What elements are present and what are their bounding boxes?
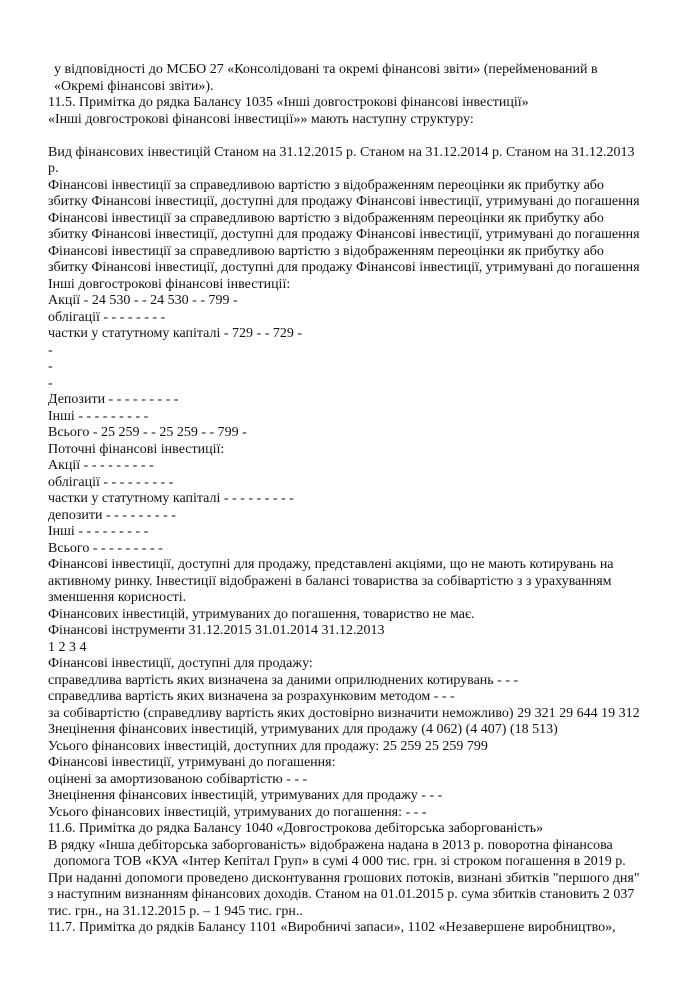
text-line: Депозити - - - - - - - - -	[48, 392, 179, 407]
text-line: Всього - 25 259 - - 25 259 - - 799 -	[48, 425, 247, 440]
text-line: допомога ТОВ «КУА «Інтер Кепітал Груп» в сумі 4 000 тис. грн. зі строком погашення в 2019 р.	[54, 854, 626, 869]
text-line: Фінансових інвестицій, утримуваних до погашення, товариство не має.	[48, 606, 475, 622]
text-line: «Інші довгострокові фінансові інвестиції»» мають наступну структуру:	[48, 111, 474, 127]
text-line: -	[48, 342, 53, 358]
text-line: збитку Фінансові інвестиції, доступні для продажу Фінансові інвестиції, утримувані до погашення	[48, 260, 640, 275]
text-line: Інші - - - - - - - - -	[48, 408, 149, 424]
text-line: справедлива вартість яких визначена за розрахунковим методом - - -	[48, 689, 455, 704]
text-line: депозити - - - - - - - - -	[48, 507, 176, 523]
text-line: Фінансові інвестиції за справедливою вартістю з відображенням переоцінки як прибутку або	[48, 210, 604, 226]
text-line: 11.5. Примітка до рядка Балансу 1035 «Інші довгострокові фінансові інвестиції»	[48, 95, 529, 110]
text-line: Поточні фінансові інвестиції:	[48, 441, 225, 457]
text-line: «Окремі фінансові звіти»).	[54, 78, 214, 94]
text-line: р.	[48, 161, 59, 176]
blank-line	[48, 128, 680, 145]
text-line: збитку Фінансові інвестиції, доступні для продажу Фінансові інвестиції, утримувані до погашення	[48, 227, 640, 242]
text-line: Всього - - - - - - - - -	[48, 540, 163, 556]
text-line: зменшення корисності.	[48, 590, 187, 605]
text-line: частки у статутному капіталі - 729 - - 729 -	[48, 326, 303, 341]
text-line: -	[48, 359, 53, 374]
text-line: Фінансові інвестиції за справедливою вартістю з відображенням переоцінки як прибутку або	[48, 243, 604, 259]
text-line: Акції - - - - - - - - -	[48, 458, 154, 473]
text-line: При наданні допомоги проведено дисконтування грошових потоків, визнані збитків "першого дня"	[48, 870, 640, 886]
text-line: Фінансові інвестиції, доступні для продажу, представлені акціями, що не мають котирувань на	[48, 557, 614, 572]
text-line: у відповідності до МСБО 27 «Консолідовані та окремі фінансові звіти» (перейменований в	[54, 62, 598, 77]
text-line: облігації - - - - - - - -	[48, 309, 166, 325]
text-line: 1 2 3 4	[48, 639, 87, 655]
text-line: Фінансові інвестиції за справедливою вартістю з відображенням переоцінки як прибутку або	[48, 177, 604, 193]
text-line: частки у статутному капіталі - - - - - - - - -	[48, 491, 294, 506]
text-line: Інші довгострокові фінансові інвестиції:	[48, 276, 291, 292]
text-line: Фінансові інвестиції, утримувані до погашення:	[48, 755, 336, 770]
text-line: збитку Фінансові інвестиції, доступні для продажу Фінансові інвестиції, утримувані до погашення	[48, 194, 640, 209]
text-line: за собівартістю (справедливу вартість яких достовірно визначити неможливо) 29 321 29 644 19 312	[48, 705, 640, 721]
text-line: Усього фінансових інвестицій, утримуваних до погашення: - - -	[48, 804, 427, 820]
text-line: 11.7. Примітка до рядків Балансу 1101 «Виробничі запаси», 1102 «Незавершене виробництво»,	[48, 920, 616, 935]
text-line: оцінені за амортизованою собівартістю - - -	[48, 771, 308, 787]
text-line: Фінансові інструменти 31.12.2015 31.01.2014 31.12.2013	[48, 623, 385, 638]
text-line: тис. грн., на 31.12.2015 р. – 1 945 тис. грн..	[48, 903, 303, 919]
text-line: Вид фінансових інвестицій Станом на 31.12.2015 р. Станом на 31.12.2014 р. Станом на 31.12.2013	[48, 144, 635, 160]
text-line: справедлива вартість яких визначена за даними оприлюднених котирувань - - -	[48, 672, 519, 688]
text-line: -	[48, 375, 53, 391]
text-line: Знецінення фінансових інвестицій, утримуваних для продажу - - -	[48, 788, 443, 803]
text-line: активному ринку. Інвестиції відображені в балансі товариства за собівартістю з з урахуванням	[48, 573, 612, 589]
text-line: Інші - - - - - - - - -	[48, 524, 149, 539]
text-line: В рядку «Інша дебіторська заборгованість» відображена надана в 2013 р. поворотна фінансова	[48, 837, 613, 853]
text-line: 11.6. Примітка до рядка Балансу 1040 «Довгострокова дебіторська заборгованість»	[48, 821, 544, 836]
text-line: Знецінення фінансових інвестицій, утримуваних для продажу (4 062) (4 407) (18 513)	[48, 722, 558, 737]
text-line: Акції - 24 530 - - 24 530 - - 799 -	[48, 293, 238, 308]
text-line: з наступним визнанням фінансових доходів. Станом на 01.01.2015 р. сума збитків становить 2 037	[48, 887, 635, 902]
text-line: Усього фінансових інвестицій, доступних для продажу: 25 259 25 259 799	[48, 738, 488, 754]
text-line: Фінансові інвестиції, доступні для продажу:	[48, 656, 313, 671]
text-line: облігації - - - - - - - - -	[48, 474, 174, 490]
